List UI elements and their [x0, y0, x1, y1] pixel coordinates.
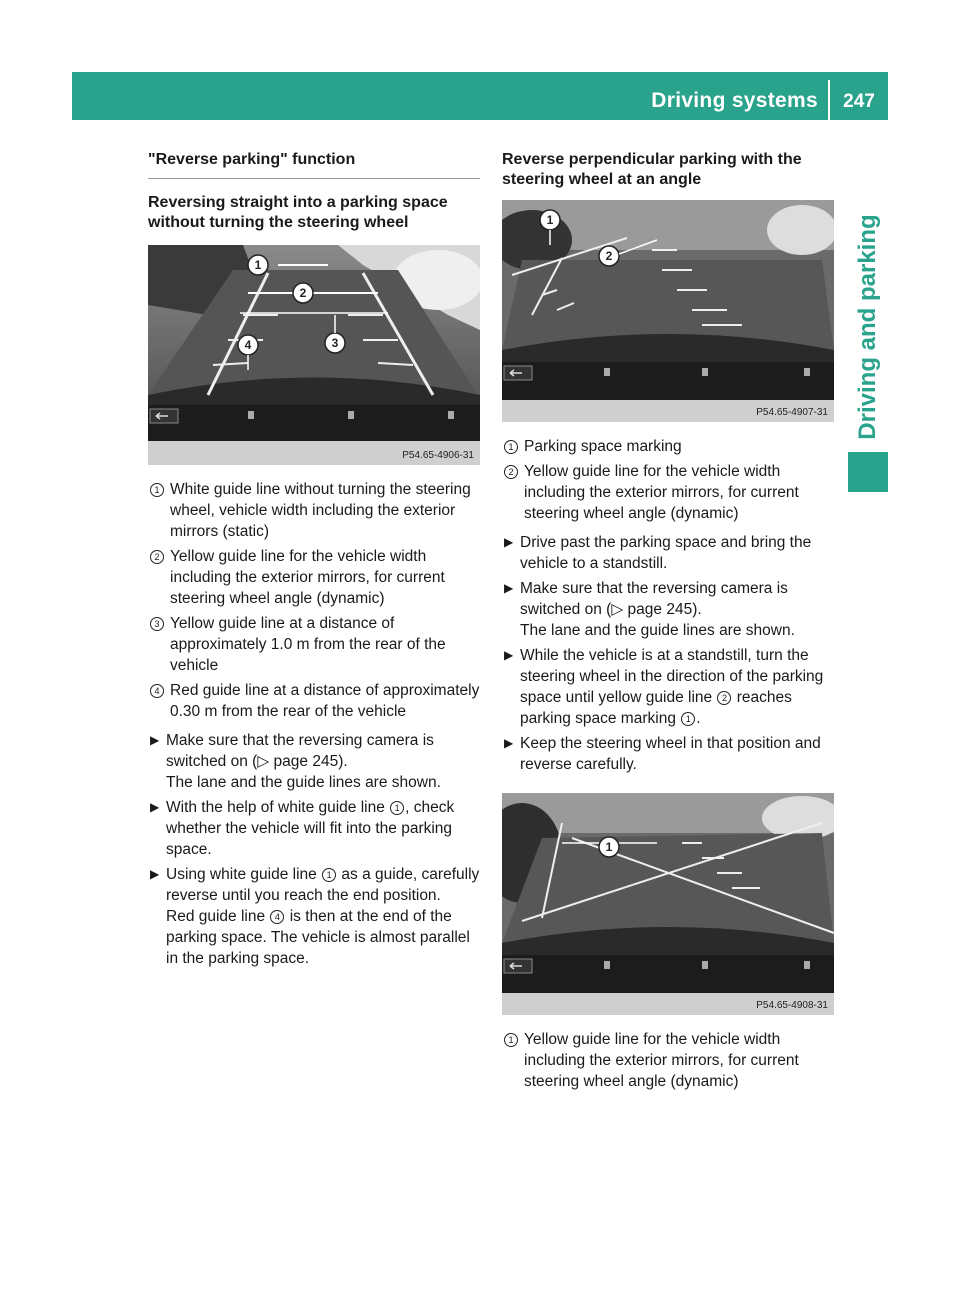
legend-text: Yellow guide line for the vehicle width including the exterior mirrors, for current steering wheel angle (dynamic) [170, 548, 445, 607]
number-icon: 4 [270, 910, 284, 924]
header-title: Driving systems [651, 89, 818, 112]
figure-code: P54.65-4908-31 [756, 1000, 828, 1011]
camera-figure-3 [502, 793, 834, 1015]
triangle-right-icon: ▶ [150, 867, 160, 881]
instruction-step: ▶ With the help of white guide line 1 , check whether the vehicle will fit into the parking space. [150, 799, 455, 858]
legend-item [148, 680, 480, 722]
triangle-right-icon: ▶ [504, 648, 514, 662]
legend-item [502, 436, 834, 457]
legend-text: Red guide line at a distance of approximately 0.30 m from the rear of the vehicle [170, 682, 480, 720]
callout-2: 2 [299, 286, 307, 300]
back-arrow-icon [504, 366, 532, 380]
figure-code: P54.65-4906-31 [402, 450, 474, 461]
legend-list [502, 436, 834, 524]
camera-view-image [502, 793, 834, 1015]
legend-item [502, 461, 834, 524]
section-title: "Reverse parking" function [148, 151, 356, 168]
callout-1: 1 [605, 840, 613, 854]
side-tab [848, 214, 888, 440]
legend-item [502, 1029, 834, 1092]
legend-list [502, 1029, 834, 1092]
subsection-title: Reversing straight into a parking space without turning the steering wheel [148, 194, 448, 231]
camera-figure-1 [148, 245, 480, 465]
instruction-step: ▶ Using white guide line 1 as a guide, carefully reverse until you reach the end position. Red guide line 4 is then at the end of the parking space. The vehicle is almost parallel in the parking space. [150, 866, 480, 967]
camera-figure-2 [502, 200, 834, 422]
callout-3: 3 [331, 336, 339, 350]
camera-view-image [502, 200, 834, 422]
instruction-step: ▶ Make sure that the reversing camera is switched on (▷ page 245). The lane and the guide lines are shown. [504, 580, 795, 639]
instruction-step: ▶ Make sure that the reversing camera is switched on (▷ page 245). The lane and the guide lines are shown. [150, 732, 441, 791]
number-icon: 1 [150, 483, 164, 497]
triangle-right-icon: ▶ [504, 581, 514, 595]
legend-item [148, 479, 480, 542]
callout-2: 2 [605, 249, 613, 263]
camera-view-image [148, 245, 480, 465]
legend-text: Parking space marking [524, 438, 682, 455]
instruction-step: ▶ Drive past the parking space and bring the vehicle to a standstill. [504, 534, 812, 572]
side-tab-marker [848, 452, 888, 492]
page-number: 247 [843, 91, 875, 112]
number-icon: 3 [150, 617, 164, 631]
number-icon: 1 [504, 440, 518, 454]
legend-item [148, 546, 480, 609]
triangle-right-icon: ▶ [504, 736, 514, 750]
back-arrow-icon [504, 959, 532, 973]
legend-text: Yellow guide line for the vehicle width including the exterior mirrors, for current steering wheel angle (dynamic) [524, 463, 799, 522]
instruction-step: ▶ While the vehicle is at a standstill, turn the steering wheel in the direction of the parking space until yellow guide line 2 reaches parking space marking 1 . [504, 647, 824, 727]
number-icon: 2 [504, 465, 518, 479]
number-icon: 2 [717, 691, 731, 705]
right-column [502, 150, 834, 1100]
number-icon: 1 [681, 712, 695, 726]
number-icon: 1 [322, 868, 336, 882]
legend-text: Yellow guide line for the vehicle width including the exterior mirrors, for current steering wheel angle (dynamic) [524, 1031, 799, 1090]
legend-item [148, 613, 480, 676]
number-icon: 1 [390, 801, 404, 815]
back-arrow-icon [150, 409, 178, 423]
subsection-title: Reverse perpendicular parking with the steering wheel at an angle [502, 151, 802, 188]
number-icon: 2 [150, 550, 164, 564]
number-icon: 4 [150, 684, 164, 698]
left-column [148, 150, 480, 973]
triangle-right-icon: ▶ [504, 535, 514, 549]
callout-1: 1 [254, 258, 262, 272]
number-icon: 1 [504, 1033, 518, 1047]
legend-text: Yellow guide line at a distance of approximately 1.0 m from the rear of the vehicle [170, 615, 446, 674]
section-divider [148, 178, 480, 179]
header-bar [72, 72, 888, 120]
legend-list [148, 479, 480, 722]
callout-4: 4 [244, 338, 252, 352]
instruction-step: ▶ Keep the steering wheel in that position and reverse carefully. [504, 735, 821, 773]
figure-code: P54.65-4907-31 [756, 407, 828, 418]
side-tab-label: Driving and parking [854, 214, 881, 440]
callout-1: 1 [546, 213, 554, 227]
triangle-right-icon: ▶ [150, 733, 160, 747]
header-divider [828, 80, 830, 120]
triangle-right-icon: ▶ [150, 800, 160, 814]
legend-text: White guide line without turning the steering wheel, vehicle width including the exterior mirrors (static) [170, 481, 471, 540]
